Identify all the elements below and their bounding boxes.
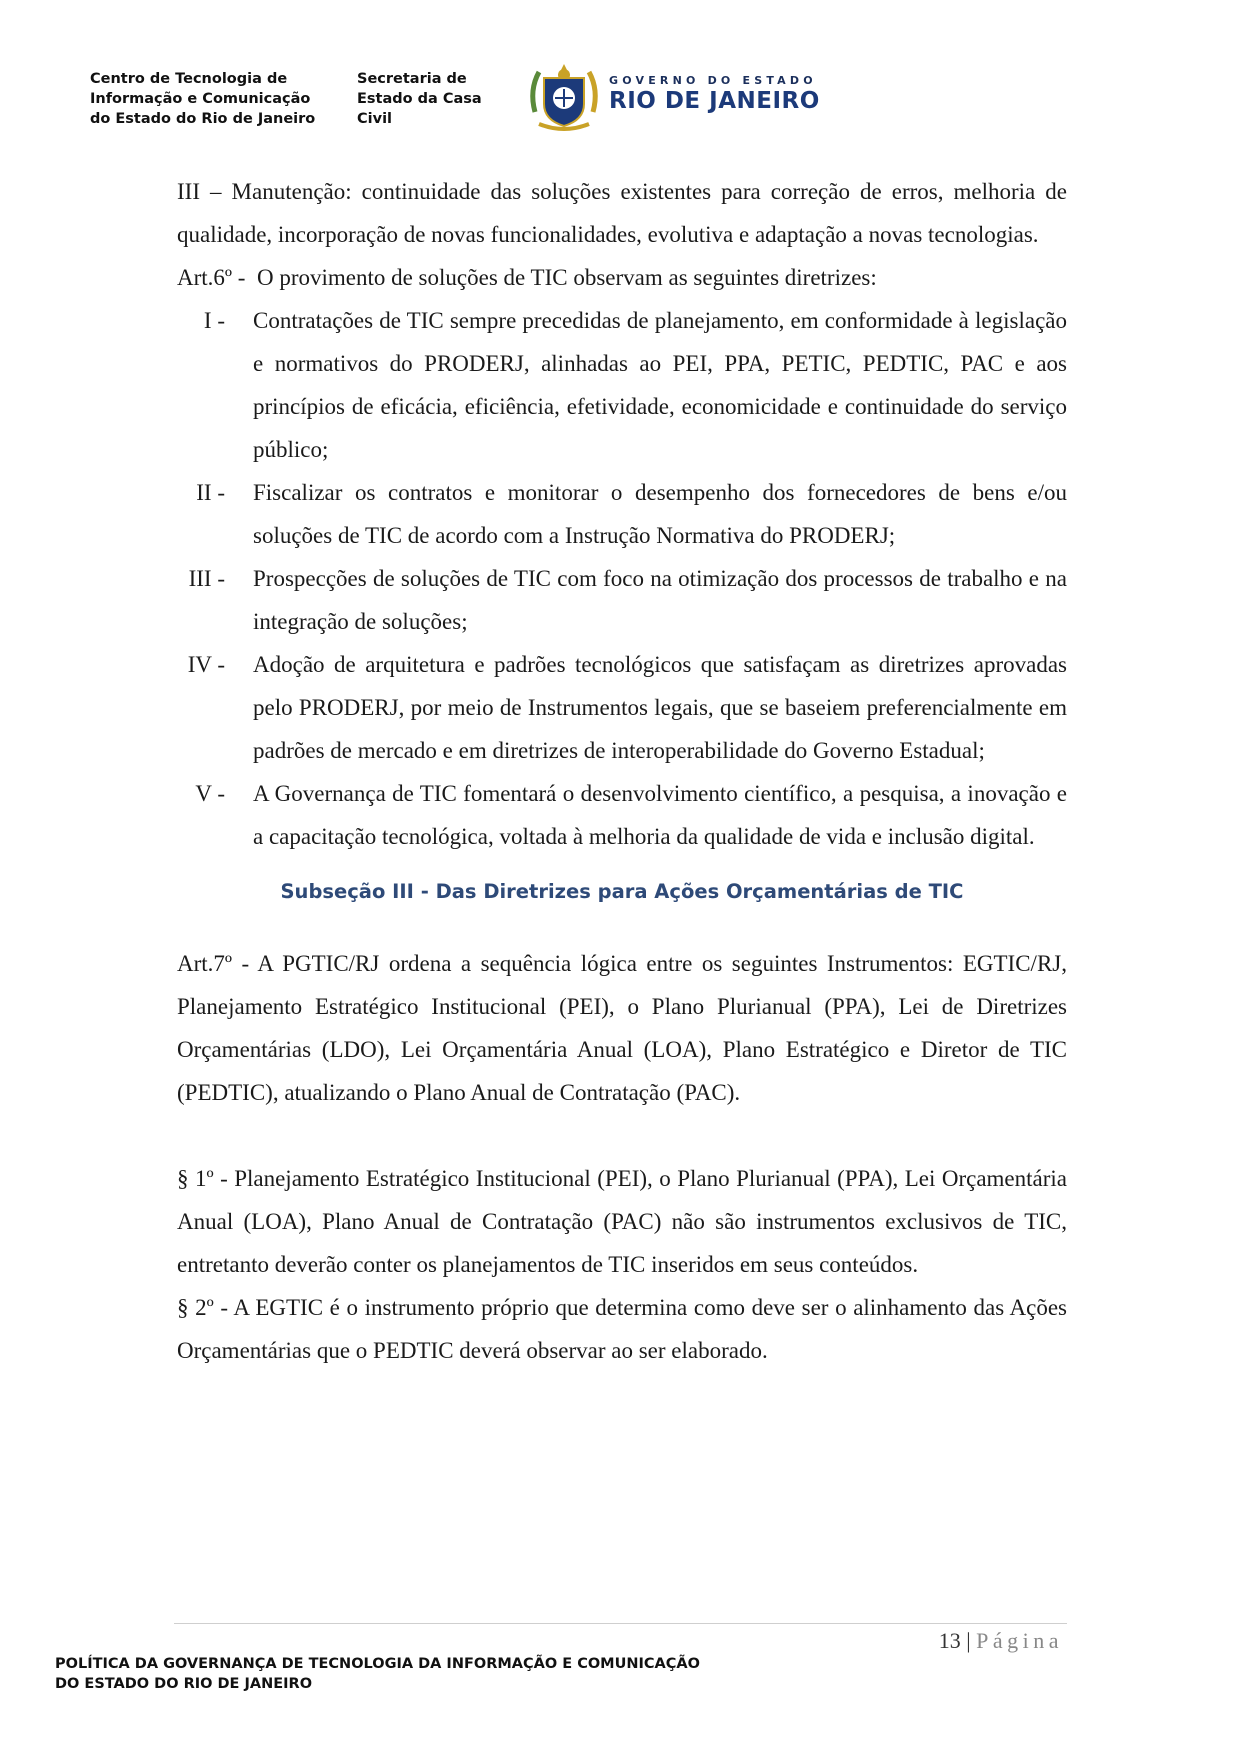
list-item-number: II - (196, 480, 225, 505)
art6-text: O provimento de soluções de TIC observam as seguintes diretrizes: (256, 265, 877, 290)
list-item (177, 772, 1067, 858)
coat-of-arms-icon (525, 60, 603, 136)
list-item-number: IV - (187, 652, 225, 677)
list-item-number: I - (203, 308, 225, 333)
list-item (177, 557, 1067, 643)
page-number-separator: | (966, 1628, 971, 1653)
spacer (177, 1114, 1067, 1157)
art7-paragraph: Art.7º - A PGTIC/RJ ordena a sequência lógica entre os seguintes Instrumentos: EGTIC/RJ, Planejamento Estratégico Institucional (PEI), o Plano Plurianual (PPA), Lei de Diretrizes Orçamentárias (LDO), Lei Orçamentária Anual (LOA), Plano Estratégico e Diretor de TIC (PEDTIC), atualizando o Plano Anual de Contratação (PAC). (177, 951, 1067, 1105)
list-item-text: Adoção de arquitetura e padrões tecnológicos que satisfaçam as diretrizes aprovadas pelo PRODERJ, por meio de Instrumentos legais, que se baseiem preferencialmente em padrões de mercado e em diretrizes de interoperabilidade do Governo Estadual; (253, 652, 1067, 763)
page-number-value: 13 (938, 1628, 961, 1653)
paragraph-1: § 1º - Planejamento Estratégico Institucional (PEI), o Plano Plurianual (PPA), Lei Orçamentária Anual (LOA), Plano Anual de Contratação (PAC) não são instrumentos exclusivos de TIC, entretanto deverão conter os planejamentos de TIC inseridos em seus conteúdos. (177, 1166, 1067, 1277)
art6-heading (177, 256, 1067, 299)
art6-label: Art.6º - (177, 265, 246, 290)
list-item (177, 471, 1067, 557)
page-number (939, 1628, 1063, 1654)
subsection-title: Subseção III - Das Diretrizes para Ações Orçamentárias de TIC (280, 880, 964, 903)
footer-document-title: POLÍTICA DA GOVERNANÇA DE TECNOLOGIA DA INFORMAÇÃO E COMUNICAÇÃO DO ESTADO DO RIO DE JANEIRO (55, 1656, 700, 1692)
list-item (177, 643, 1067, 772)
logo-wordmark (609, 74, 820, 114)
list-item-text: A Governança de TIC fomentará o desenvolvimento científico, a pesquisa, a inovação e a capacitação tecnológica, voltada à melhoria da qualidade de vida e inclusão digital. (253, 781, 1067, 849)
header-secretaria: Secretaria de Estado da Casa Civil (357, 71, 482, 127)
logo-subtitle: GOVERNO DO ESTADO (609, 74, 817, 87)
header-org-name: Centro de Tecnologia de Informação e Comunicação do Estado do Rio de Janeiro (90, 71, 316, 127)
page-label: Página (976, 1628, 1063, 1653)
government-logo (525, 60, 820, 136)
intro-paragraph: III – Manutenção: continuidade das soluções existentes para correção de erros, melhoria de qualidade, incorporação de novas funcionalidades, evolutiva e adaptação a novas tecnologias. (177, 179, 1067, 247)
list-item-number: III - (188, 566, 225, 591)
paragraph-2: § 2º - A EGTIC é o instrumento próprio que determina como deve ser o alinhamento das Ações Orçamentárias que o PEDTIC deverá observar ao ser elaborado. (177, 1295, 1067, 1363)
list-item-text: Prospecções de soluções de TIC com foco na otimização dos processos de trabalho e na integração de soluções; (253, 566, 1067, 634)
footer-divider (174, 1623, 1067, 1624)
list-item (177, 299, 1067, 471)
list-item-number: V - (195, 781, 225, 806)
spacer (177, 913, 1067, 942)
list-item-text: Contratações de TIC sempre precedidas de planejamento, em conformidade à legislação e normativos do PRODERJ, alinhadas ao PEI, PPA, PETIC, PEDTIC, PAC e aos princípios de eficácia, eficiência, efetividade, economicidade e continuidade do serviço público; (253, 308, 1067, 462)
list-item-text: Fiscalizar os contratos e monitorar o desempenho dos fornecedores de bens e/ou soluções de TIC de acordo com a Instrução Normativa do PRODERJ; (253, 480, 1067, 548)
document-body (177, 170, 1067, 1372)
logo-title: RIO DE JANEIRO (609, 88, 820, 114)
